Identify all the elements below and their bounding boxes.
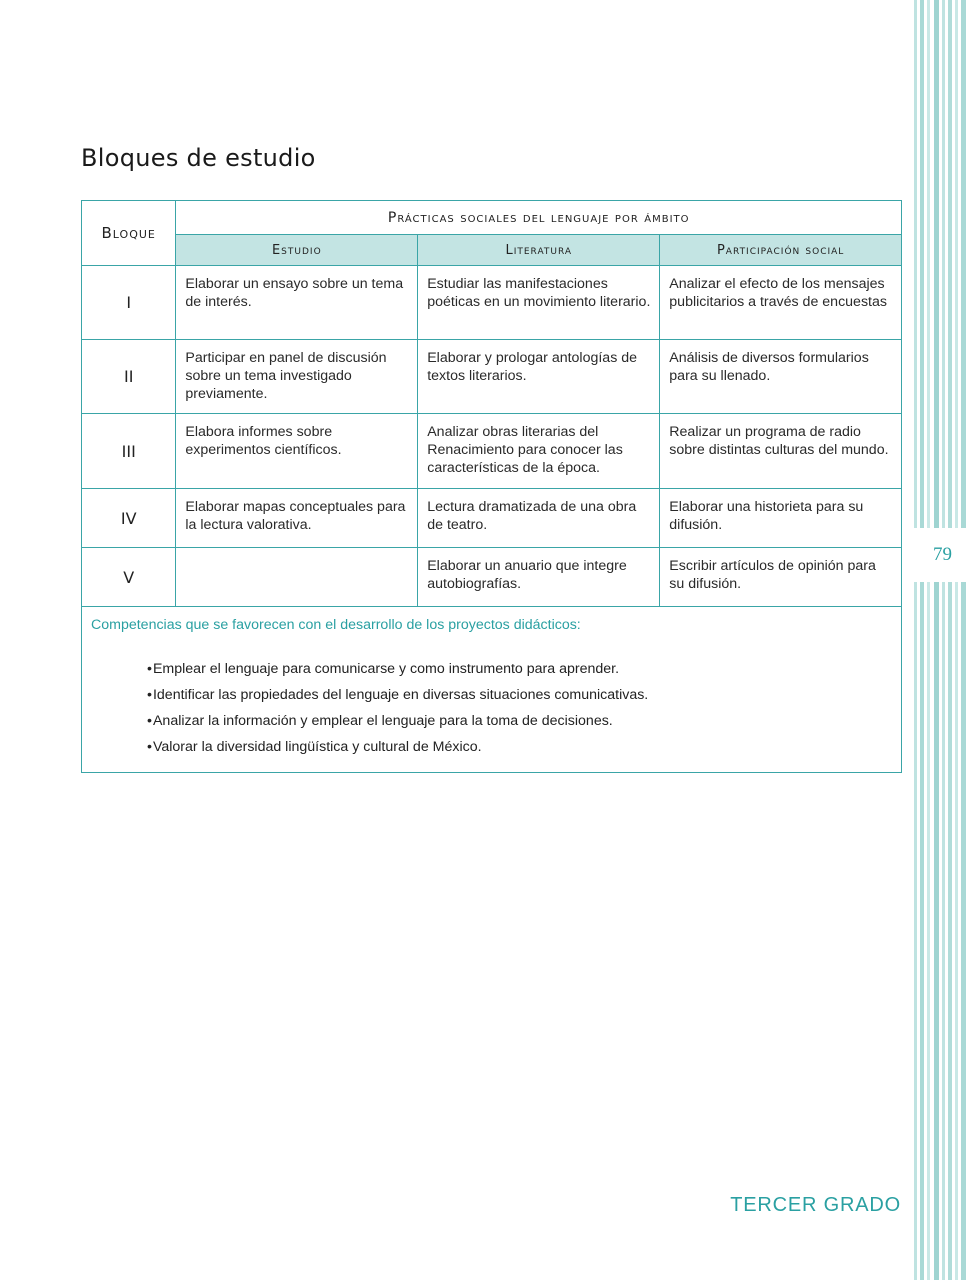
table-cell [176,548,418,607]
page-number: 79 [933,544,952,565]
table-cell: Elaborar y prologar antologías de textos literarios. [418,340,660,414]
practicas-header: Prácticas sociales del lenguaje por ámbito [176,201,902,235]
table-cell: Participar en panel de discusión sobre un tema investigado previamente. [176,340,418,414]
competencias-section [82,607,902,773]
table-cell: Realizar un programa de radio sobre distintas culturas del mundo. [660,414,902,489]
list-item: •Identificar las propiedades del lenguaje en diversas situaciones comunicativas. [147,687,649,703]
bloque-number: I [82,266,176,340]
page-number-box [908,528,972,582]
table-row [82,340,902,414]
competencias-title: Competencias que se favorecen con el desarrollo de los proyectos didácticos: [91,617,581,633]
column-header-literatura: Literatura [418,235,660,266]
table-cell: Escribir artículos de opinión para su difusión. [660,548,902,607]
table-cell: Elabora informes sobre experimentos científicos. [176,414,418,489]
table-cell: Estudiar las manifestaciones poéticas en un movimiento literario. [418,266,660,340]
competencias-list [91,660,892,756]
table-cell: Analizar obras literarias del Renacimiento para conocer las características de la época. [418,414,660,489]
table-cell: Elaborar una historieta para su difusión. [660,489,902,548]
bloque-header: Bloque [82,201,176,266]
list-item: •Valorar la diversidad lingüística y cultural de México. [147,739,482,755]
bloque-number: V [82,548,176,607]
table-cell: Elaborar un ensayo sobre un tema de interés. [176,266,418,340]
bloque-number: IV [82,489,176,548]
table-cell: Elaborar mapas conceptuales para la lectura valorativa. [176,489,418,548]
decorative-stripes [910,0,972,1280]
list-item: •Emplear el lenguaje para comunicarse y como instrumento para aprender. [147,661,620,677]
table-row [82,266,902,340]
bloque-number: II [82,340,176,414]
table-row [82,414,902,489]
bloque-number: III [82,414,176,489]
table-row [82,548,902,607]
table-cell: Elaborar un anuario que integre autobiografías. [418,548,660,607]
list-item: •Analizar la información y emplear el lenguaje para la toma de decisiones. [147,713,613,729]
page-title: Bloques de estudio [81,144,316,172]
column-header-estudio: Estudio [176,235,418,266]
table-row [82,489,902,548]
study-blocks-table [81,200,902,773]
table-cell: Análisis de diversos formularios para su llenado. [660,340,902,414]
table-cell: Analizar el efecto de los mensajes publicitarios a través de encuestas [660,266,902,340]
grade-footer: TERCER GRADO [730,1194,901,1216]
table-cell: Lectura dramatizada de una obra de teatro. [418,489,660,548]
column-header-participacion: Participación social [660,235,902,266]
